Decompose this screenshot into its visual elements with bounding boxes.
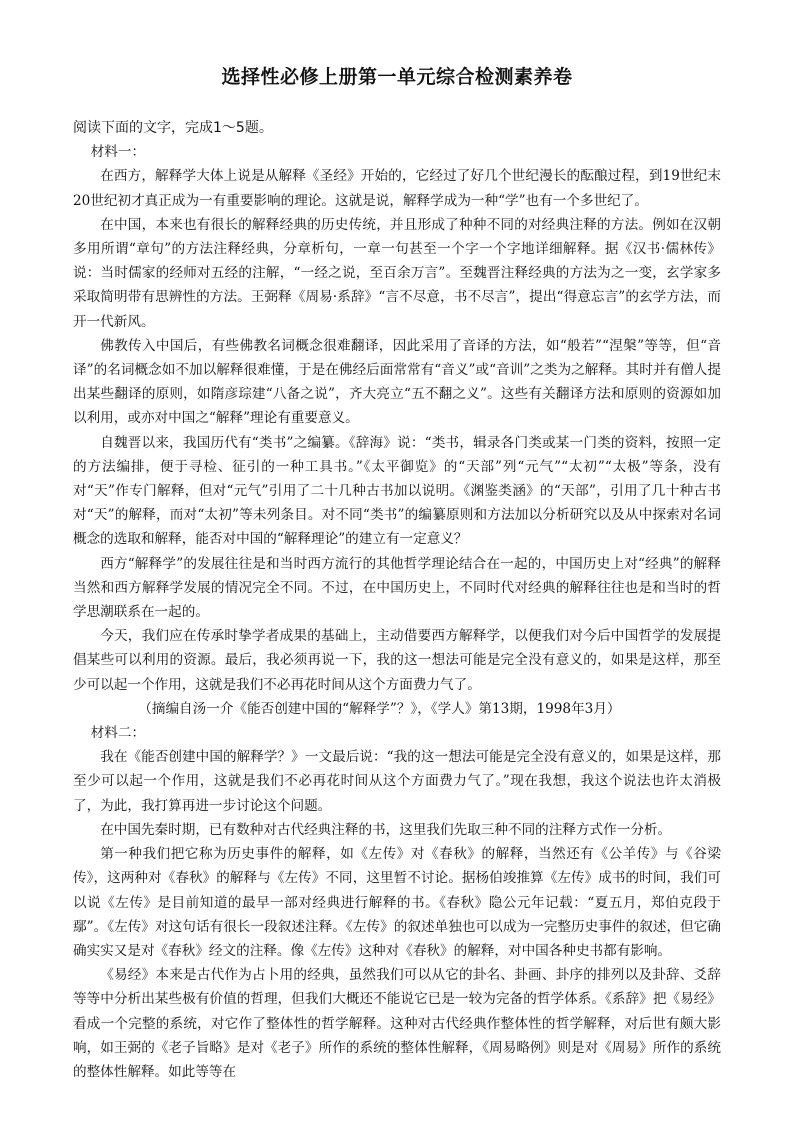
material1-paragraph: 在中国，本来也有很长的解释经典的历史传统，并且形成了种种不同的对经典注释的方法。例如在汉朝多用所谓“章句”的方法注释经典，分章析句，一章一句甚至一个字一个字地详细解释。据《汉书·儒林传》说：当时儒家的经师对五经的注解，“一经之说，至百余万言”。至魏晋注释经典的方法为之一变，玄学家多采取简明带有思辨性的方法。王弼释《周易·系辞》“言不尽意，书不尽言”，提出“得意忘言”的玄学方法，而开一代新风。 bbox=[73, 216, 721, 330]
material2-paragraph: 《易经》本来是古代作为占卜用的经典，虽然我们可以从它的卦名、卦画、卦序的排列以及卦辞、爻辞等等中分析出某些极有价值的哲理，但我们大概还不能说它已是一较为完备的哲学体系。《系辞》把《易经》看成一个完整的系统，对它作了整体性的哲学解释。这种对古代经典作整体性的哲学解释，对后世有颇大影响，如王弼的《老子旨略》是对《老子》所作的系统的整体性解释，《周易略例》则是对《周易》所作的系统的整体性解释。如此等等在 bbox=[73, 967, 721, 1080]
page-title: 选择性必修上册第一单元综合检测素养卷 bbox=[221, 66, 573, 88]
material1-label: 材料一： bbox=[90, 144, 146, 161]
material2-paragraph: 我在《能否创建中国的解释学？》一文最后说：“我的这一想法可能是完全没有意义的，如果是这样，那至少可以起一个作用，这就是我们不必再花时间从这个方面费力气了。”现在我想，我这个说法也许太消极了，为此，我打算再进一步讨论这个问题。 bbox=[73, 749, 721, 814]
material2-paragraph: 第一种我们把它称为历史事件的解释，如《左传》对《春秋》的解释，当然还有《公羊传》与《谷梁传》，这两种对《春秋》的解释与《左传》不同，这里暂不讨论。据杨伯竣推算《左传》成书的时间，我们可以说《左传》是目前知道的最早一部对经典进行解释的书。《春秋》隐公元年记载：“夏五月，郑伯克段于鄢”。《左传》对这句话有很长一段叙述注释。《左传》的叙述单独也可以成为一完整历史事件的叙述，但它确确实实又是对《春秋》经文的注释。像《左传》这种对《春秋》的解释，对中国各种史书都有影响。 bbox=[73, 846, 721, 959]
material1-source: （摘编自汤一介《能否创建中国的“解释学”？》，《学人》第13期，1998年3月） bbox=[138, 700, 621, 717]
material1-paragraph: 自魏晋以来，我国历代有“类书”之编纂。《辞海》说：“类书，辑录各门类或某一门类的资料，按照一定的方法编排，便于寻检、征引的一种工具书。”《太平御览》的“天部”列“元气”“太初”“太极”等条，没有对“天”作专门解释，但对“元气”引用了二十几种古书加以说明。《渊鉴类涵》的“天部”，引用了几十种古书对“天”的解释，而对“太初”等未列条目。对不同“类书”的编纂原则和方法加以分析研究以及从中探索对名词概念的选取和解释，能否对中国的“解释理论”的建立有一定意义？ bbox=[73, 434, 721, 548]
material2-label: 材料二： bbox=[90, 725, 146, 742]
material1-paragraph: 今天，我们应在传承时挚学者成果的基础上，主动借要西方解释学，以便我们对今后中国哲学的发展提倡某些可以利用的资源。最后，我必须再说一下，我的这一想法可能是完全没有意义的，如果是这样，那至少可以起一个作用，这就是我们不必再花时间从这个方面费力气了。 bbox=[73, 628, 721, 693]
material1-paragraph: 佛教传入中国后，有些佛教名词概念很难翻译，因此采用了音译的方法，如“般若”“涅槃”等等，但“音译”的名词概念如不加以解释很难懂，于是在佛经后面常常有“音义”或“音训”之类为之解释。其时并有僧人提出某些翻译的原则，如隋彦琮建“八备之说”，齐大亮立“五不翻之义”。这些有关翻译方法和原则的资源如加以利用，或亦对中国之“解释”理论有重要意义。 bbox=[73, 337, 721, 427]
document-body bbox=[73, 116, 721, 1084]
instruction-text: 阅读下面的文字，完成1～5题。 bbox=[73, 120, 273, 136]
material2-paragraph: 在中国先秦时期，已有数种对古代经典注释的书，这里我们先取三种不同的注释方式作一分析。 bbox=[100, 821, 672, 838]
material1-paragraph: 西方“解释学”的发展往往是和当时西方流行的其他哲学理论结合在一起的，中国历史上对“经典”的解释当然和西方解释学发展的情况完全不同。不过，在中国历史上，不同时代对经典的解释往往也是和当时的哲学思潮联系在一起的。 bbox=[73, 555, 721, 621]
material1-paragraph: 在西方，解释学大体上说是从解释《圣经》开始的，它经过了好几个世纪漫长的酝酿过程，到19世纪末20世纪初才真正成为一有重要影响的理论。这就是说，解释学成为一种“学”也有一个多世纪了。 bbox=[73, 168, 721, 209]
